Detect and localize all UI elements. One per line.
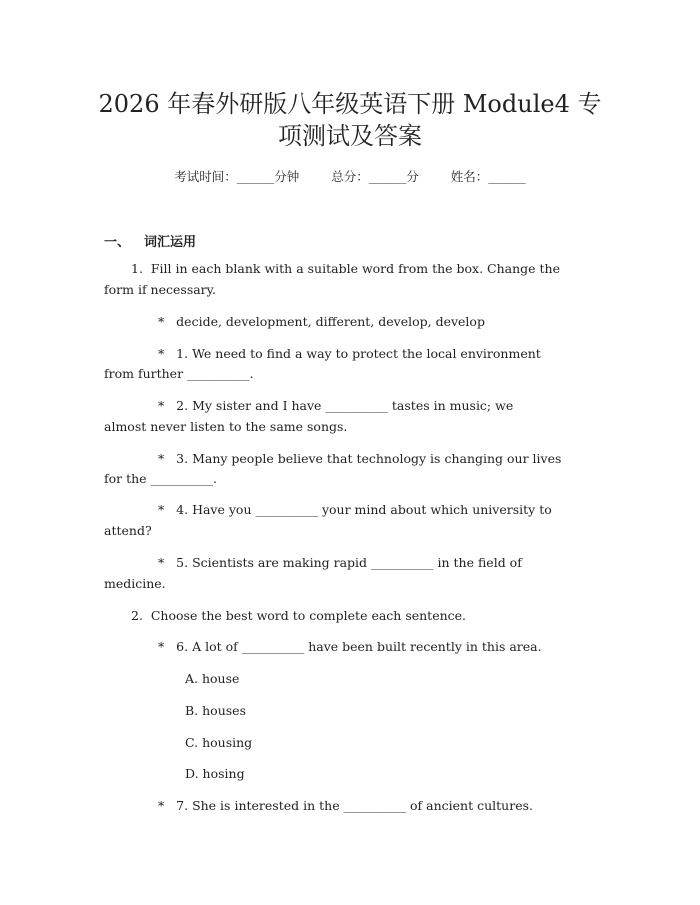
question-7: * 7. She is interested in the __________ of ancient cultures. (158, 798, 533, 813)
exam-score: 总分：______分 (331, 169, 419, 184)
title-line-1: 2026 年春外研版八年级英语下册 Module4 专 (98, 90, 602, 118)
section-heading (104, 231, 196, 250)
question-4-cont: attend? (104, 523, 152, 538)
question-2-cont: almost never listen to the same songs. (104, 419, 348, 434)
question-5: * 5. Scientists are making rapid __________ in the field of (158, 555, 522, 570)
option-a: A. house (185, 671, 240, 686)
section-number: 一、 (104, 235, 131, 250)
option-c: C. housing (185, 735, 253, 750)
part1-instruction-cont: form if necessary. (104, 282, 217, 297)
question-6: * 6. A lot of __________ have been built recently in this area. (158, 639, 542, 654)
exam-meta (0, 167, 700, 185)
title-line-2: 项测试及答案 (278, 122, 422, 150)
question-5-cont: medicine. (104, 576, 166, 591)
part1-instruction: 1. Fill in each blank with a suitable word from the box. Change the (131, 261, 560, 276)
exam-name: 姓名：______ (450, 169, 526, 184)
question-1: * 1. We need to find a way to protect the local environment (158, 346, 541, 361)
question-2: * 2. My sister and I have __________ tastes in music; we (158, 398, 514, 413)
option-d: D. hosing (185, 766, 245, 781)
section-title: 词汇运用 (144, 235, 197, 250)
word-box: * decide, development, different, develop, develop (158, 314, 485, 329)
question-1-cont: from further __________. (104, 366, 254, 381)
question-3: * 3. Many people believe that technology is changing our lives (158, 451, 562, 466)
question-4: * 4. Have you __________ your mind about which university to (158, 502, 552, 517)
exam-time: 考试时间：______分钟 (174, 169, 300, 184)
question-3-cont: for the __________. (104, 471, 218, 486)
part2-instruction: 2. Choose the best word to complete each sentence. (131, 608, 467, 623)
option-b: B. houses (185, 703, 246, 718)
